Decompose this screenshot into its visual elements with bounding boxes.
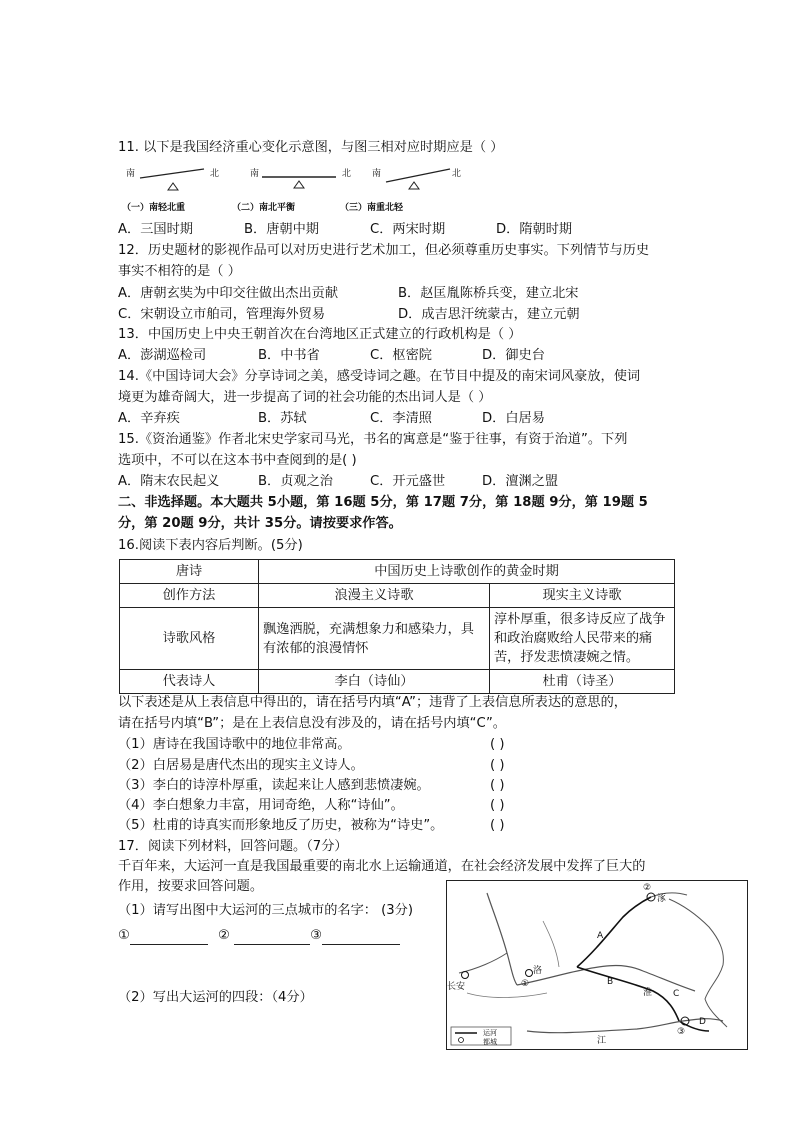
table-row: [120, 584, 675, 608]
table-cell: 杜甫（诗圣）: [490, 670, 675, 694]
table-row: [120, 560, 675, 584]
map-label-c: C: [673, 989, 680, 999]
balance-diagrams-svg: [118, 160, 478, 200]
q14-stem-line2: 境更为雄奇阔大，进一步提高了词的社会功能的杰出词人是（ ）: [118, 390, 492, 405]
map-label-changan: 长安: [447, 982, 466, 992]
table-cell: 淳朴厚重，很多诗反应了战争和政治腐败给人民带来的痛苦，抒发悲愤凄婉之情。: [490, 608, 675, 670]
table-row: [120, 608, 675, 670]
q17-blank-row: [118, 927, 400, 945]
blank-label-3: ③: [310, 928, 322, 943]
q17-sub1: （1）请写出图中大运河的三点城市的名字： (3分): [118, 903, 414, 918]
q15-option-a: A．隋末农民起义: [118, 474, 220, 489]
table-cell: 飘逸洒脱，充满想象力和感染力，具有浓郁的浪漫情怀: [259, 608, 490, 670]
q15-option-d: D．澶渊之盟: [482, 474, 559, 489]
q13-stem: 13．中国历史上中央王朝首次在台湾地区正式建立的行政机构是（ ）: [118, 327, 522, 342]
table-cell: 代表诗人: [120, 670, 259, 694]
blank-label-1: ①: [118, 928, 130, 943]
map-label-luo: 洛: [533, 966, 543, 976]
q15-stem-line2: 选项中，不可以在这本书中查阅到的是( ): [118, 453, 357, 468]
map-label-b: B: [607, 977, 614, 987]
map-label-d: D: [699, 1017, 706, 1027]
q15-option-c: C．开元盛世: [370, 474, 446, 489]
section2-heading-line1: 二、非选择题。本大题共 5小题，第 16题 5分，第 17题 7分，第 18题 9分，第 19题 5: [118, 495, 648, 510]
q11-option-c: C．两宋时期: [370, 222, 446, 237]
legend-canal: 运河: [483, 1029, 497, 1037]
q14-option-a: A．辛弃疾: [118, 411, 180, 426]
q13-option-c: C．枢密院: [370, 348, 432, 363]
q12-stem-line1: 12．历史题材的影视作品可以对历史进行艺术加工，但必须尊重历史事实。下列情节与历史: [118, 243, 650, 258]
diagram2-north: 北: [342, 169, 352, 179]
map-label-a: A: [597, 931, 604, 941]
q11-stem: 11. 以下是我国经济重心变化示意图，与图三相对应时期应是（ ）: [118, 140, 504, 155]
city-blank-1[interactable]: [130, 930, 208, 945]
q16-answer-paren-1[interactable]: ( ): [490, 737, 505, 752]
q11-option-a: A．三国时期: [118, 222, 193, 237]
q17-sub2: （2）写出大运河的四段：（4分）: [118, 990, 313, 1005]
q13-option-a: A．澎湖巡检司: [118, 348, 207, 363]
diagram2-south: 南: [250, 169, 260, 179]
map-label-zhuo: 涿: [657, 894, 667, 904]
table-row: [120, 670, 675, 694]
q16-stem: 16.阅读下表内容后判断。(5分): [118, 538, 303, 553]
q17-material-line1: 千百年来，大运河一直是我国最重要的南北水上运输通道，在社会经济发展中发挥了巨大的: [118, 859, 646, 874]
diagram1-south: 南: [126, 169, 136, 179]
legend-capital: 都城: [483, 1038, 497, 1046]
q16-item-5: （5）杜甫的诗真实而形象地反了历史，被称为“诗史”。: [118, 818, 444, 833]
q11-option-d: D．隋朝时期: [496, 222, 573, 237]
diagram3-caption: （三）南重北轻: [340, 203, 404, 213]
map-label-jiang: 江: [597, 1036, 607, 1046]
diagram3-north: 北: [452, 169, 462, 179]
q17-stem: 17．阅读下列材料，回答问题。（7分）: [118, 839, 348, 854]
map-label-3: ③: [677, 1027, 686, 1037]
q16-item-1: （1）唐诗在我国诗歌中的地位非常高。: [118, 737, 351, 752]
q14-option-b: B．苏轼: [258, 411, 307, 426]
q16-item-3: （3）李白的诗淳朴厚重，读起来让人感到悲愤凄婉。: [118, 778, 430, 793]
q11-option-b: B．唐朝中期: [244, 222, 319, 237]
q17-material-line2: 作用，按要求回答问题。: [118, 879, 264, 894]
q12-option-b: B．赵匡胤陈桥兵变，建立北宋: [398, 286, 579, 301]
diagram1-caption: （一）南轻北重: [122, 203, 186, 213]
q16-answer-paren-5[interactable]: ( ): [490, 818, 505, 833]
q16-item-2: （2）白居易是唐代杰出的现实主义诗人。: [118, 758, 364, 773]
map-label-2: ②: [643, 883, 652, 893]
table-cell: 诗歌风格: [120, 608, 259, 670]
diagram3-south: 南: [372, 169, 382, 179]
map-label-1: ①: [521, 979, 530, 989]
table-cell: 浪漫主义诗歌: [259, 584, 490, 608]
q12-option-c: C．宋朝设立市舶司，管理海外贸易: [118, 307, 326, 322]
q16-answer-paren-2[interactable]: ( ): [490, 758, 505, 773]
q16-instruction-line2: 请在括号内填“B”；是在上表信息没有涉及的，请在括号内填“C”。: [118, 716, 506, 731]
q14-option-c: C．李清照: [370, 411, 432, 426]
q15-stem-line1: 15.《资治通鉴》作者北宋史学家司马光，书名的寓意是“鉴于往事，有资于治道”。下列: [118, 432, 628, 447]
q16-item-4: （4）李白想象力丰富，用词奇绝，人称“诗仙”。: [118, 798, 404, 813]
tang-poetry-table: [119, 559, 675, 694]
q16-answer-paren-4[interactable]: ( ): [490, 798, 505, 813]
table-cell: 中国历史上诗歌创作的黄金时期: [259, 560, 675, 584]
grand-canal-map: [446, 880, 748, 1050]
q15-option-b: B．贞观之治: [258, 474, 333, 489]
blank-label-2: ②: [218, 928, 230, 943]
q13-option-b: B．中书省: [258, 348, 320, 363]
q16-instruction-line1: 以下表述是从上表信息中得出的，请在括号内填“A”；违背了上表信息所表达的意思的，: [118, 695, 627, 710]
q13-option-d: D．御史台: [482, 348, 545, 363]
diagram1-north: 北: [210, 169, 220, 179]
diagram2-caption: （二）南北平衡: [232, 203, 296, 213]
city-blank-3[interactable]: [322, 930, 400, 945]
table-cell: 李白（诗仙）: [259, 670, 490, 694]
q14-option-d: D．白居易: [482, 411, 545, 426]
table-cell: 创作方法: [120, 584, 259, 608]
economy-center-diagram: [118, 160, 478, 216]
q12-option-d: D．成吉思汗统蒙古，建立元朝: [398, 307, 580, 322]
q14-stem-line1: 14.《中国诗词大会》分享诗词之美，感受诗词之趣。在节目中提及的南宋词风豪放，使词: [118, 369, 641, 384]
map-label-huai: 淮: [643, 988, 653, 998]
q12-stem-line2: 事实不相符的是（ ）: [118, 264, 241, 279]
table-cell: 现实主义诗歌: [490, 584, 675, 608]
q12-option-a: A．唐朝玄奘为中印交往做出杰出贡献: [118, 286, 339, 301]
table-cell: 唐诗: [120, 560, 259, 584]
q16-answer-paren-3[interactable]: ( ): [490, 778, 505, 793]
city-blank-2[interactable]: [234, 930, 310, 945]
section2-heading-line2: 分，第 20题 9分，共计 35分。请按要求作答。: [118, 516, 402, 531]
